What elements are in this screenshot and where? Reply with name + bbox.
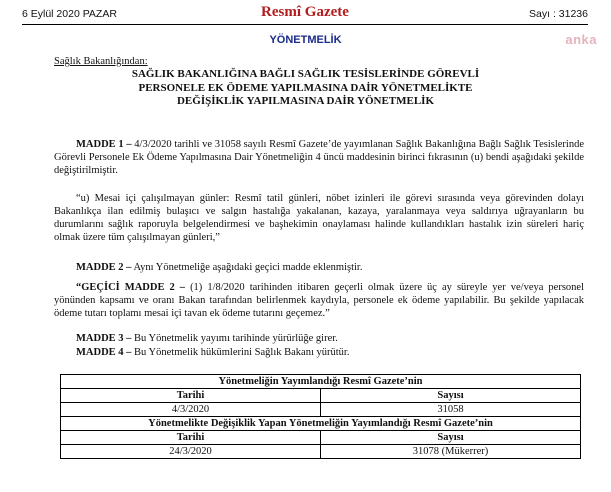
issue-number: Sayı : 31236 xyxy=(529,8,588,20)
column-header-number: Sayısı xyxy=(321,431,581,445)
section-heading: YÖNETMELİK xyxy=(269,34,342,46)
article-3-text: Bu Yönetmelik yayımı tarihinde yürürlüğe girer. xyxy=(131,333,338,344)
table-row xyxy=(61,375,581,389)
quoted-clause-u-text: “u) Mesai içi çalışılmayan günler: Resmî tatil günleri, nöbet izinleri ile görevi sırasında veya görevinden dolayı Bakanlıkça ilan edilmiş bulaşıcı ve salgın hastalığa yakalanan, kazaya, yaralanmaya veya saldırıya uğrayanların bu durumlarını sağlık raporuyla belgelendirmesi ve başhekimin onaylaması halinde kullandıkları hastalık izin süreleri hariç olmak üzere tüm çalışılmayan günleri,” xyxy=(54,193,584,243)
provisional-article-2 xyxy=(54,281,584,320)
article-4 xyxy=(54,346,584,359)
article-2-label: MADDE 2 – xyxy=(76,262,132,273)
quoted-clause-u xyxy=(54,192,584,244)
article-2-text: Aynı Yönetmeliğe aşağıdaki geçici madde eklenmiştir. xyxy=(131,262,363,273)
table-row xyxy=(61,389,581,403)
publication-date: 6 Eylül 2020 PAZAR xyxy=(22,8,117,20)
regulation-title xyxy=(60,68,551,109)
article-2 xyxy=(54,261,584,274)
table-row xyxy=(61,403,581,417)
gazette-title: Resmî Gazete xyxy=(261,4,349,20)
provisional-article-text: (1) 1/8/2020 tarihinden itibaren geçerli olmak üzere üç ay süreyle yer ve/veya personel yönünden kapsamı ve oranı Bakan tarafından belirlenmek kaydıyla, personele ek ödeme yapılabilir. Bu şekilde yapılacak ödeme tutarı toplamı mesai içi tavan ek ödeme tutarını geçemez.” xyxy=(54,282,584,319)
table-heading: Yönetmeliğin Yayımlandığı Resmî Gazete’nin xyxy=(61,375,581,389)
table-cell-date: 24/3/2020 xyxy=(61,445,321,459)
article-3 xyxy=(54,332,584,345)
table-cell-date: 4/3/2020 xyxy=(61,403,321,417)
regulation-title-line: DEĞİŞİKLİK YAPILMASINA DAİR YÖNETMELİK xyxy=(176,95,435,107)
gazette-header xyxy=(22,6,588,25)
article-3-label: MADDE 3 – xyxy=(76,333,132,344)
table-row xyxy=(61,445,581,459)
column-header-date: Tarihi xyxy=(61,431,321,445)
issuing-ministry: Sağlık Bakanlığından: xyxy=(54,56,148,67)
watermark-logo: anka xyxy=(565,32,597,47)
article-1-text: 4/3/2020 tarihli ve 31058 sayılı Resmî Gazete’de yayımlanan Sağlık Bakanlığına Bağlı Sağlık Tesislerinde Görevli Personele Ek Ödeme Yapılmasına Dair Yönetmeliğin 4 üncü maddesinin birinci fıkrasının (u) bendi aşağıdaki şekilde değiştirilmiştir. xyxy=(54,139,584,176)
article-1-label: MADDE 1 – xyxy=(76,139,132,150)
table-heading: Yönetmelikte Değişiklik Yapan Yönetmeliğin Yayımlandığı Resmî Gazete’nin xyxy=(61,417,581,431)
table-row xyxy=(61,431,581,445)
column-header-number: Sayısı xyxy=(321,389,581,403)
publication-history-table xyxy=(60,374,581,459)
table-cell-number: 31078 (Mükerrer) xyxy=(321,445,581,459)
provisional-article-label: “GEÇİCİ MADDE 2 – xyxy=(76,282,186,293)
article-1 xyxy=(54,138,584,177)
table-row xyxy=(61,417,581,431)
article-4-text: Bu Yönetmelik hükümlerini Sağlık Bakanı yürütür. xyxy=(131,347,350,358)
regulation-title-line: PERSONELE EK ÖDEME YAPILMASINA DAİR YÖNETMELİKTE xyxy=(138,81,473,94)
article-4-label: MADDE 4 – xyxy=(76,347,132,358)
regulation-title-line: SAĞLIK BAKANLIĞINA BAĞLI SAĞLIK TESİSLERİNDE GÖREVLİ xyxy=(131,68,480,80)
column-header-date: Tarihi xyxy=(61,389,321,403)
table-cell-number: 31058 xyxy=(321,403,581,417)
